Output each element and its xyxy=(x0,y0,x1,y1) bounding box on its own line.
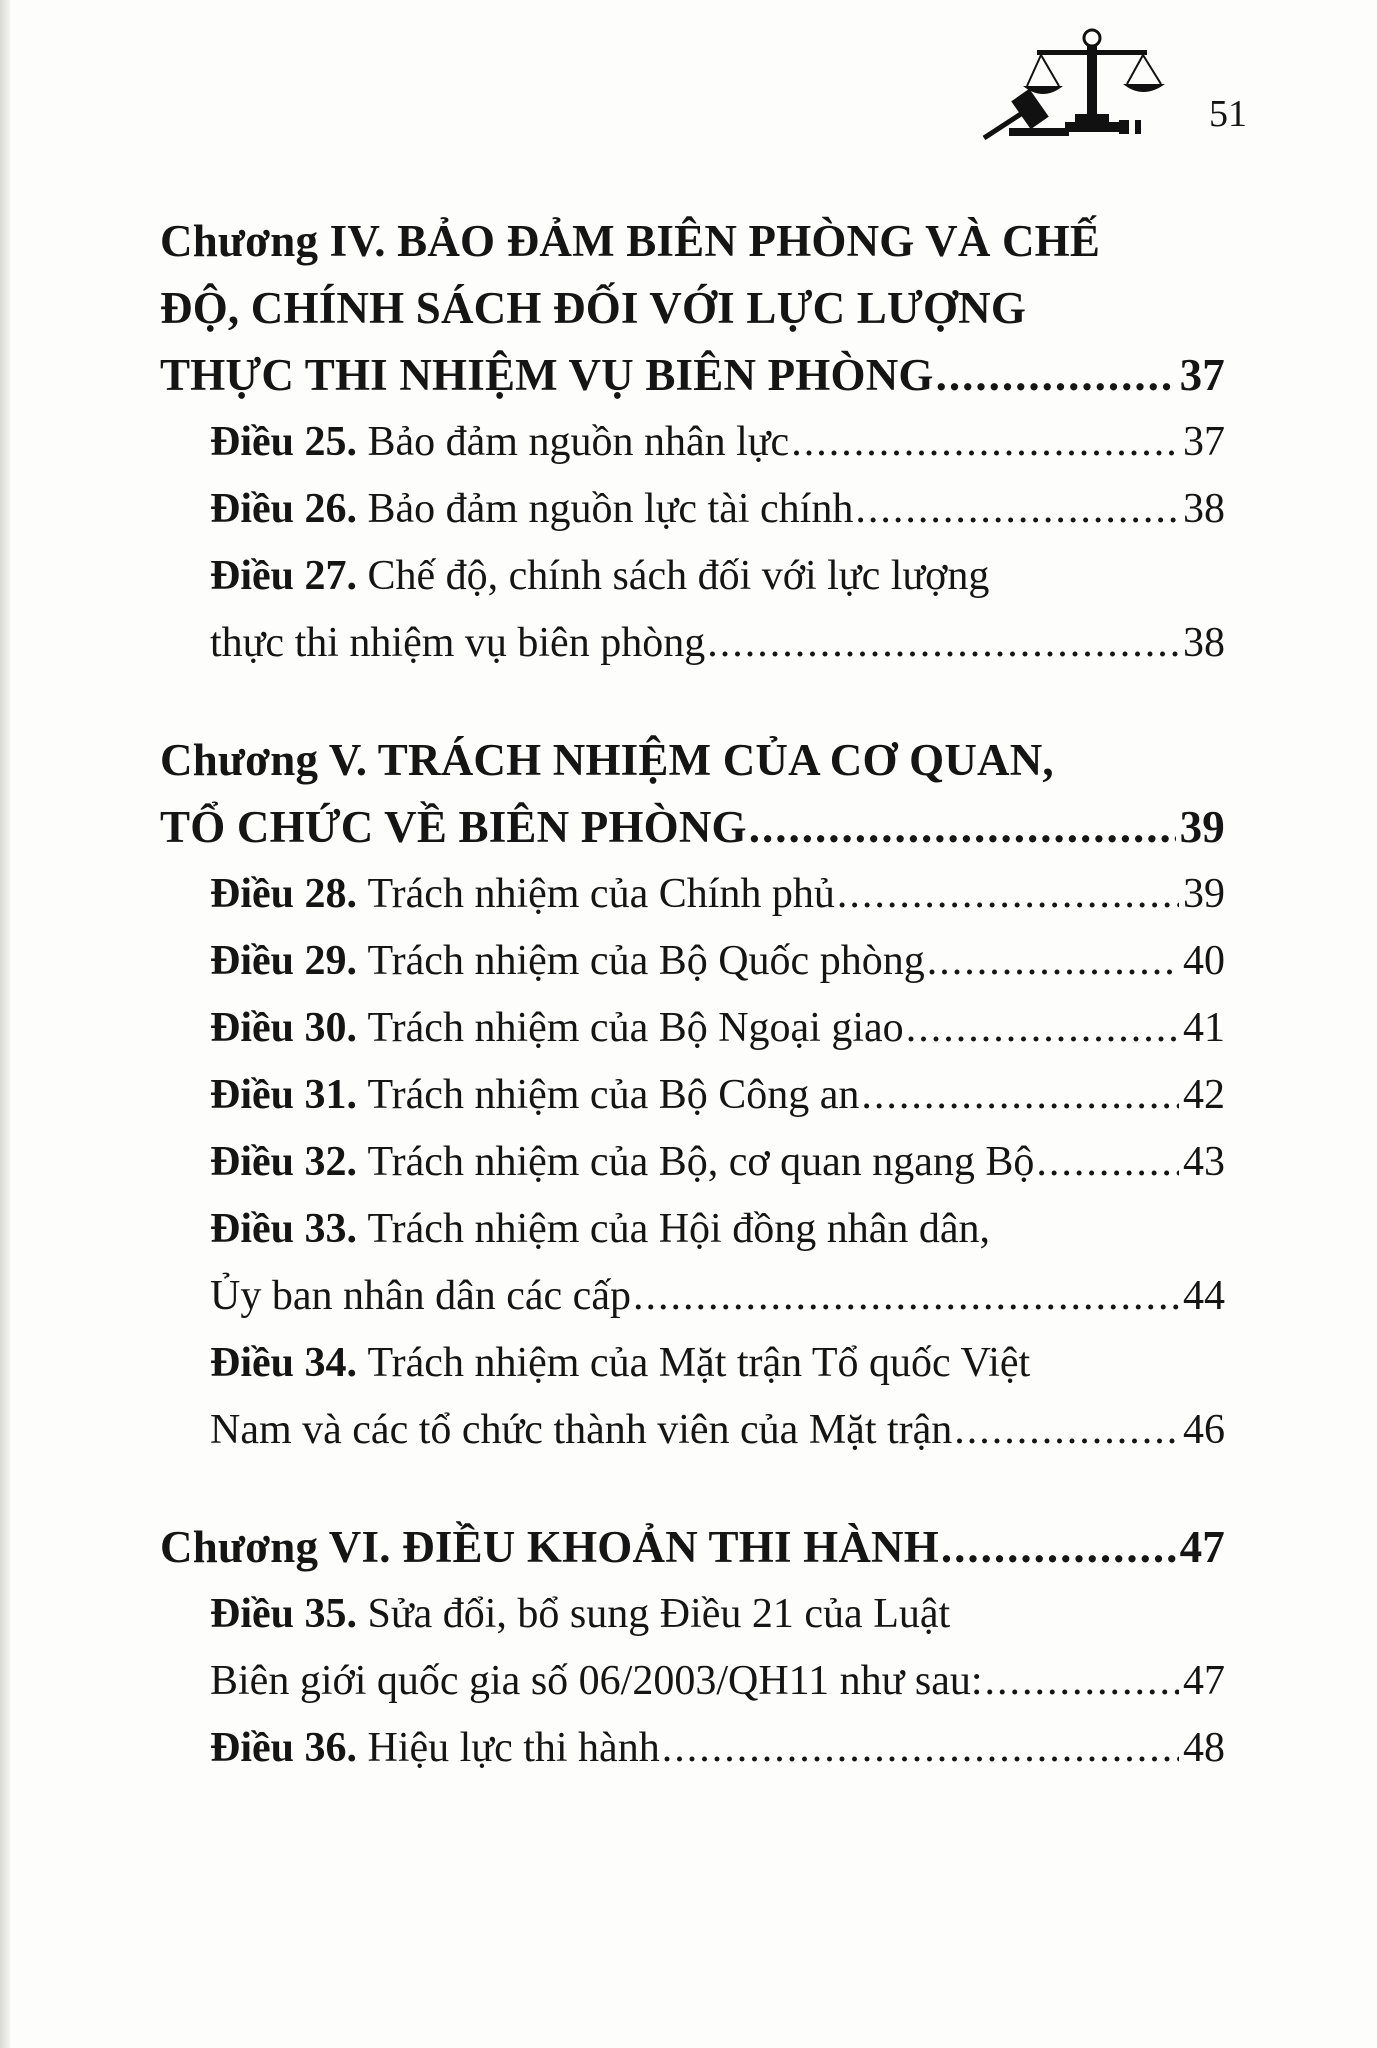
article-title-text: Bảo đảm nguồn nhân lực xyxy=(367,419,790,465)
toc-article-entry xyxy=(160,1581,1225,1648)
article-page-number: 37 xyxy=(1183,419,1225,465)
toc-chapter-section xyxy=(160,1514,1225,1782)
dot-leader xyxy=(662,1715,1179,1782)
toc-article-entry xyxy=(160,995,1225,1062)
article-page-number: 42 xyxy=(1183,1072,1225,1118)
article-label: Điều 29. xyxy=(210,938,357,984)
toc-article-entry xyxy=(160,861,1225,928)
dot-leader xyxy=(985,1648,1179,1715)
dot-leader xyxy=(927,928,1179,995)
page-number: 51 xyxy=(1209,93,1247,135)
article-title-text: Trách nhiệm của Chính phủ xyxy=(367,871,835,917)
dot-leader xyxy=(906,995,1179,1062)
toc-article-entry xyxy=(160,928,1225,995)
dot-leader xyxy=(791,409,1179,476)
article-page-number: 38 xyxy=(1183,620,1225,666)
article-page-number: 43 xyxy=(1183,1139,1225,1185)
toc-article-entry xyxy=(160,1330,1225,1397)
dot-leader xyxy=(707,610,1179,677)
chapter-title-text: Chương V. TRÁCH NHIỆM CỦA CƠ QUAN, xyxy=(160,735,1054,785)
toc-article-entry xyxy=(160,1062,1225,1129)
dot-leader xyxy=(633,1263,1179,1330)
article-title-text: Hiệu lực thi hành xyxy=(367,1725,660,1771)
article-page-number: 44 xyxy=(1183,1273,1225,1319)
chapter-page-number: 39 xyxy=(1179,802,1225,852)
toc-article-entry xyxy=(160,543,1225,610)
toc-article-entry xyxy=(160,476,1225,543)
article-title-text: Trách nhiệm của Bộ Quốc phòng xyxy=(367,938,925,984)
article-title-text: Bảo đảm nguồn lực tài chính xyxy=(367,486,854,532)
article-title-text: Biên giới quốc gia số 06/2003/QH11 như sau: xyxy=(210,1658,983,1704)
dot-leader xyxy=(936,342,1176,409)
chapter-heading-line xyxy=(160,794,1225,861)
article-label: Điều 32. xyxy=(210,1139,357,1185)
chapter-heading-line xyxy=(160,208,1225,275)
article-page-number: 47 xyxy=(1183,1658,1225,1704)
toc-article-entry xyxy=(160,1263,1225,1330)
page-edge xyxy=(0,0,10,2048)
dot-leader xyxy=(837,861,1179,928)
article-page-number: 48 xyxy=(1183,1725,1225,1771)
article-title-text: Sửa đổi, bổ sung Điều 21 của Luật xyxy=(367,1591,951,1637)
chapter-title-text: THỰC THI NHIỆM VỤ BIÊN PHÒNG xyxy=(160,350,934,400)
chapter-title-text: Chương VI. ĐIỀU KHOẢN THI HÀNH xyxy=(160,1522,939,1572)
article-title-text: Trách nhiệm của Hội đồng nhân dân, xyxy=(367,1206,990,1252)
article-title-text: Nam và các tổ chức thành viên của Mặt trận xyxy=(210,1407,953,1453)
toc-article-entry xyxy=(160,1397,1225,1464)
article-label: Điều 36. xyxy=(210,1725,357,1771)
dot-leader xyxy=(954,1397,1179,1464)
article-page-number: 39 xyxy=(1183,871,1225,917)
article-label: Điều 28. xyxy=(210,871,357,917)
toc-chapter-section xyxy=(160,727,1225,1464)
article-page-number: 41 xyxy=(1183,1005,1225,1051)
toc-article-entry xyxy=(160,409,1225,476)
chapter-title-text: ĐỘ, CHÍNH SÁCH ĐỐI VỚI LỰC LƯỢNG xyxy=(160,283,1027,333)
chapter-page-number: 47 xyxy=(1179,1522,1225,1572)
dot-leader xyxy=(749,794,1176,861)
article-label: Điều 25. xyxy=(210,419,357,465)
article-title-text: Trách nhiệm của Mặt trận Tổ quốc Việt xyxy=(367,1340,1031,1386)
article-page-number: 40 xyxy=(1183,938,1225,984)
article-label: Điều 27. xyxy=(210,553,357,599)
toc-article-entry xyxy=(160,1196,1225,1263)
toc-article-entry xyxy=(160,1129,1225,1196)
table-of-contents xyxy=(160,208,1225,1832)
article-title-text: Trách nhiệm của Bộ Công an xyxy=(367,1072,860,1118)
article-title-text: Chế độ, chính sách đối với lực lượng xyxy=(367,553,990,599)
chapter-heading-line xyxy=(160,342,1225,409)
chapter-title-text: Chương IV. BẢO ĐẢM BIÊN PHÒNG VÀ CHẾ xyxy=(160,216,1101,266)
article-page-number: 38 xyxy=(1183,486,1225,532)
dot-leader xyxy=(861,1062,1179,1129)
chapter-page-number: 37 xyxy=(1179,350,1225,400)
article-label: Điều 35. xyxy=(210,1591,357,1637)
article-label: Điều 33. xyxy=(210,1206,357,1252)
toc-article-entry xyxy=(160,1648,1225,1715)
page-header xyxy=(979,28,1247,143)
article-label: Điều 31. xyxy=(210,1072,357,1118)
dot-leader xyxy=(1036,1129,1179,1196)
toc-article-entry xyxy=(160,1715,1225,1782)
toc-chapter-section xyxy=(160,208,1225,677)
chapter-heading-line xyxy=(160,727,1225,794)
scales-of-justice-gavel-icon xyxy=(979,28,1169,143)
toc-article-entry xyxy=(160,610,1225,677)
chapter-heading-line xyxy=(160,1514,1225,1581)
article-title-text: Ủy ban nhân dân các cấp xyxy=(210,1273,631,1319)
article-title-text: Trách nhiệm của Bộ Ngoại giao xyxy=(367,1005,904,1051)
article-label: Điều 30. xyxy=(210,1005,357,1051)
article-page-number: 46 xyxy=(1183,1407,1225,1453)
chapter-title-text: TỔ CHỨC VỀ BIÊN PHÒNG xyxy=(160,802,747,852)
article-label: Điều 26. xyxy=(210,486,357,532)
article-title-text: thực thi nhiệm vụ biên phòng xyxy=(210,620,706,666)
chapter-heading-line xyxy=(160,275,1225,342)
dot-leader xyxy=(855,476,1179,543)
article-label: Điều 34. xyxy=(210,1340,357,1386)
article-title-text: Trách nhiệm của Bộ, cơ quan ngang Bộ xyxy=(367,1139,1035,1185)
dot-leader xyxy=(941,1514,1176,1581)
